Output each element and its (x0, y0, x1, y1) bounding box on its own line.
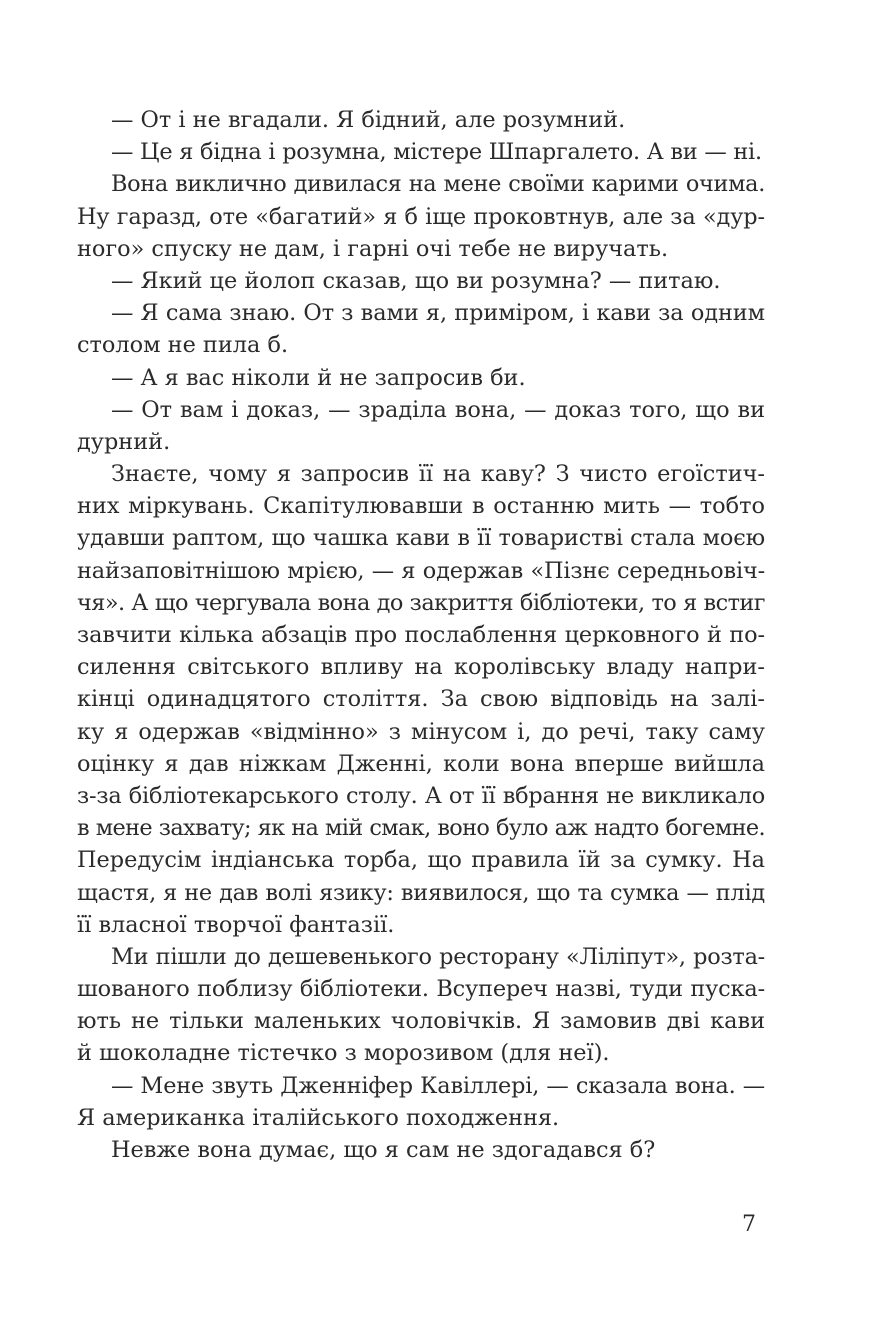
text-line: ку я одержав «відмінно» з мінусом і, до речі, таку саму (77, 718, 765, 745)
text-line: найзаповітнішою мрією, — я одержав «Пізнє середньовіч- (77, 557, 765, 584)
text-line: оцінку я дав ніжкам Дженні, коли вона вперше вийшла (77, 750, 765, 777)
text-line: в мене захвату; як на мій смак, воно було аж надто богемне. (77, 815, 765, 842)
text-line: шованого поблизу бібліотеки. Всупереч назві, туди пуска- (77, 976, 765, 1003)
text-line: Ми пішли до дешевенького ресторану «Ліліпут», розта- (111, 943, 765, 970)
text-line: ного» спуску не дам, і гарні очі тебе не виручать. (77, 235, 669, 262)
text-line: щастя, я не дав волі язику: виявилося, що та сумка — плід (77, 879, 765, 906)
text-line: — А я вас ніколи й не запросив би. (111, 364, 526, 391)
text-line: з-за бібліотекарського столу. А от її вбрання не викликало (77, 782, 765, 809)
text-line: — От і не вгадали. Я бідний, але розумний. (111, 107, 626, 133)
text-line: чя». А що чергувала вона до закриття бібліотеки, то я встиг (77, 589, 765, 616)
text-line: дурний. (77, 428, 171, 455)
text-line: Невже вона думає, що я сам не здогадався б? (111, 1137, 656, 1163)
text-line: — Мене звуть Дженніфер Кавіллері, — сказала вона. — (111, 1072, 765, 1099)
text-line: Вона виклично дивилася на мене своїми карими очима. (111, 171, 765, 198)
text-line: столом не пила б. (77, 332, 289, 359)
page-body (77, 104, 765, 1166)
text-line: й шоколадне тістечко з морозивом (для неї). (77, 1040, 610, 1067)
text-line: Знаєте, чому я запросив її на каву? З чисто егоїстич- (111, 461, 765, 488)
text-line: — Я сама знаю. От з вами я, приміром, і кави за одним (111, 300, 765, 327)
text-line: Передусім індіанська торба, що правила їй за сумку. На (77, 847, 765, 874)
text-line: удавши раптом, що чашка кави в її товаристві стала моєю (77, 525, 765, 552)
text-line: — Це я бідна і розумна, містере Шпаргалето. А ви — ні. (111, 139, 762, 166)
text-line: завчити кілька абзаців про послаблення церковного й по- (77, 622, 765, 648)
text-line: ють не тільки маленьких чоловічків. Я замовив дві кави (77, 1008, 765, 1035)
text-line: них міркувань. Скапітулювавши в останню мить — тобто (77, 493, 765, 520)
page-number: 7 (742, 1212, 756, 1237)
text-line: — От вам і доказ, — зраділа вона, — доказ того, що ви (111, 396, 765, 423)
text-line: силення світського впливу на королівську владу напри- (77, 654, 765, 681)
text-line: її власної творчої фантазії. (77, 911, 395, 938)
text-line: — Який це йолоп сказав, що ви розумна? — питаю. (111, 267, 721, 294)
text-line: кінці одинадцятого століття. За свою відповідь на залі- (77, 686, 765, 713)
text-line: Я американка італійського походження. (77, 1104, 560, 1131)
text-line: Ну гаразд, оте «багатий» я б іще проковтнув, але за «дур- (77, 203, 765, 230)
